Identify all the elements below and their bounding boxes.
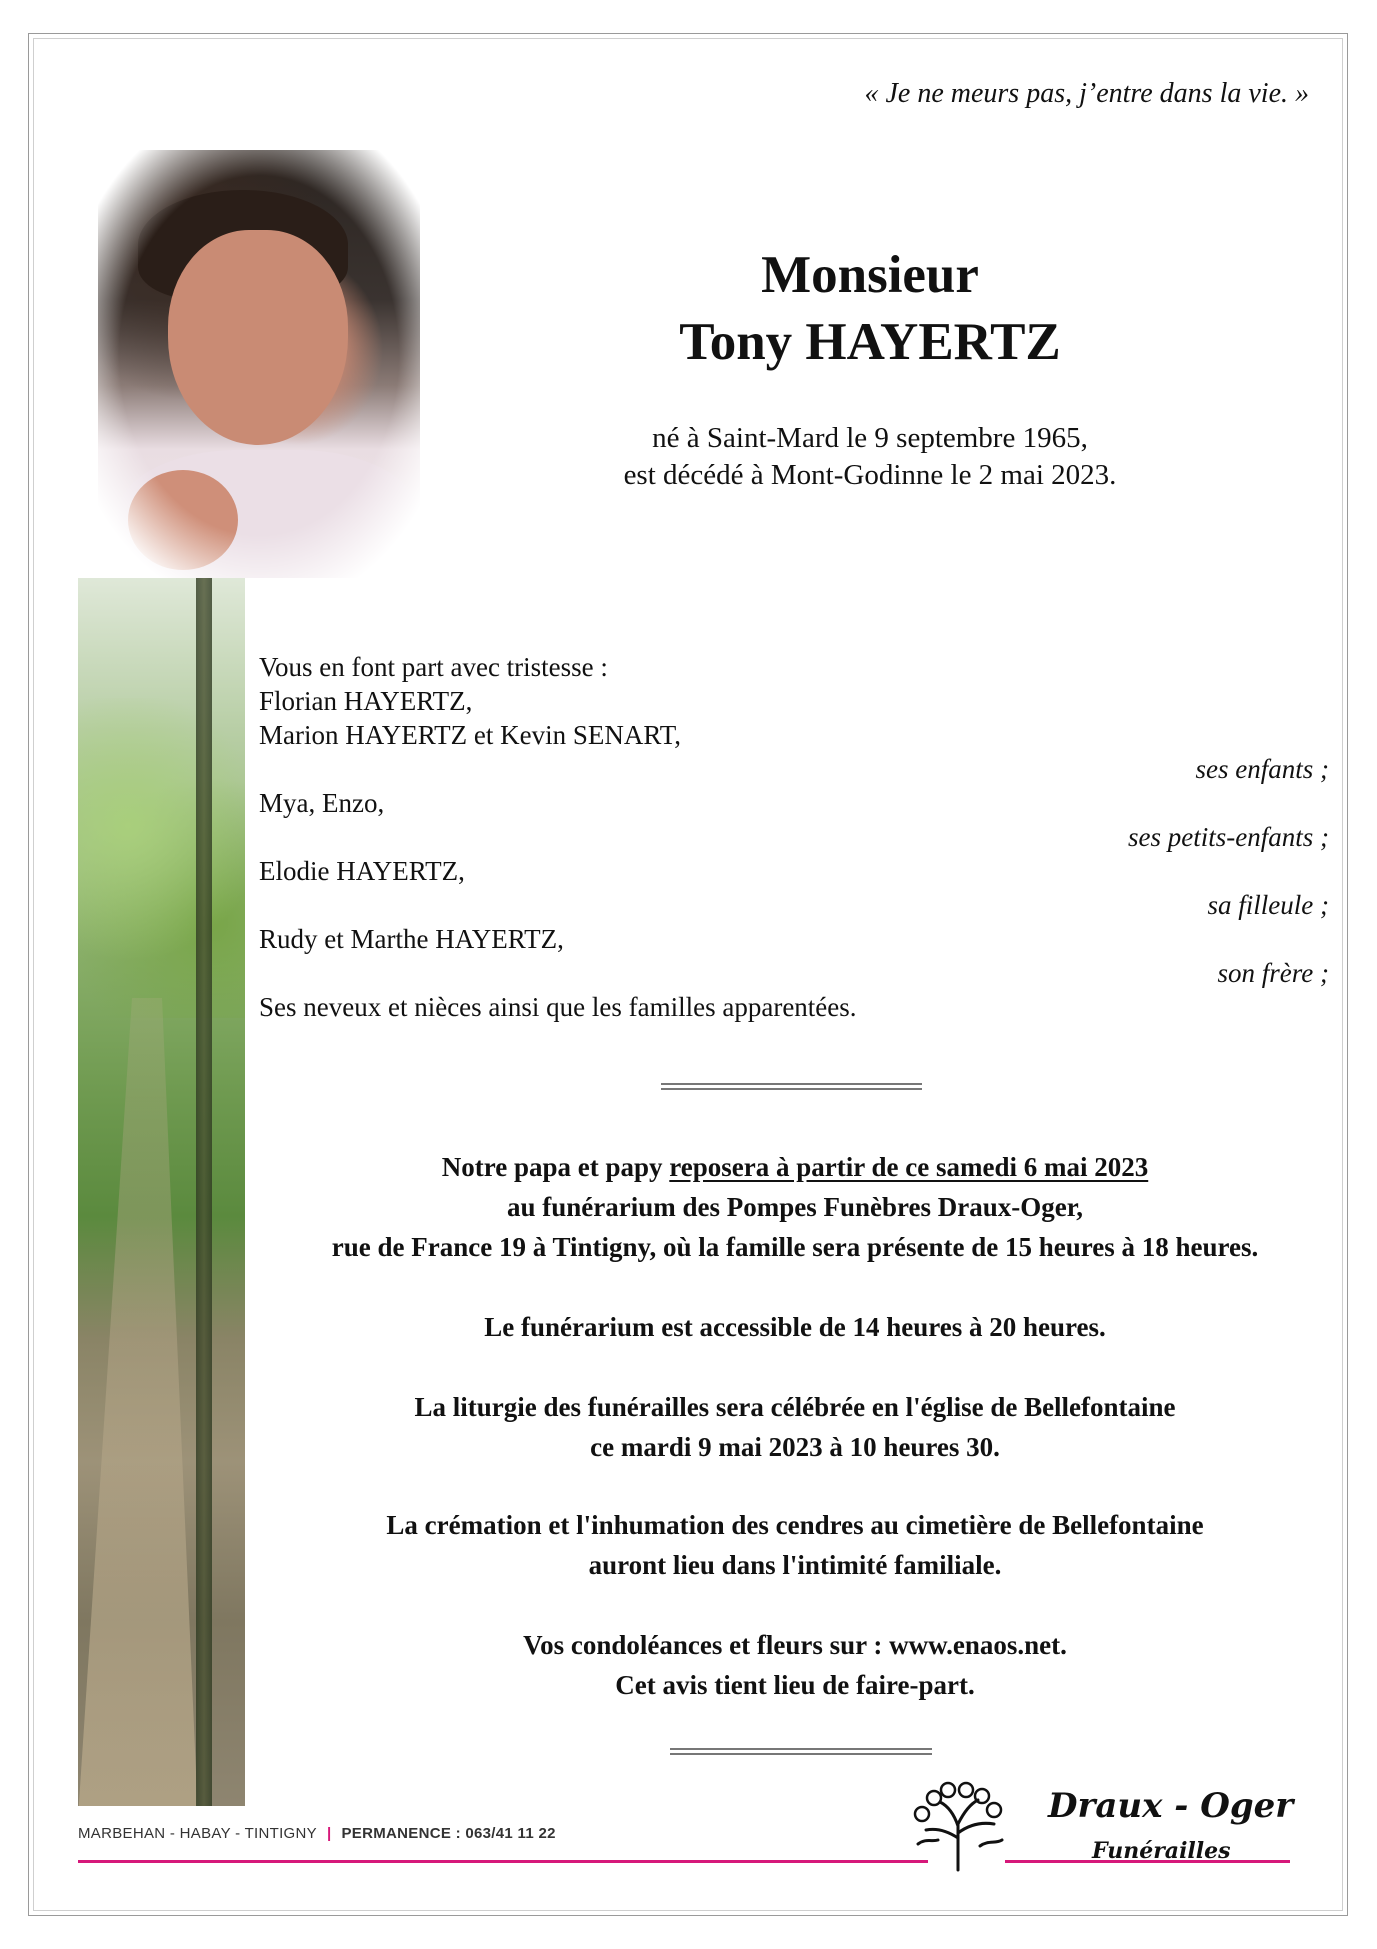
death-line: est décédé à Mont-Godinne le 2 mai 2023. [623, 459, 1117, 491]
family-relation: son frère ; [1217, 958, 1329, 988]
info-line: Vos condoléances et fleurs sur : www.enaos.net. [523, 1630, 1067, 1660]
portrait-photo [98, 150, 420, 578]
family-relation: ses enfants ; [1195, 754, 1329, 784]
family-closing: Ses neveux et nièces ainsi que les familles apparentées. [259, 992, 857, 1022]
divider [661, 1083, 922, 1090]
info-line: ce mardi 9 mai 2023 à 10 heures 30. [590, 1432, 1000, 1462]
info-line: La crémation et l'inhumation des cendres au cimetière de Bellefontaine [386, 1510, 1204, 1540]
footer-permanence: PERMANENCE : 063/41 11 22 [341, 1825, 556, 1842]
info-line: auront lieu dans l'intimité familiale. [588, 1550, 1002, 1580]
family-relation: ses petits-enfants ; [1128, 822, 1329, 852]
family-member: Elodie HAYERTZ, [259, 856, 465, 886]
family-intro: Vous en font part avec tristesse : [259, 652, 608, 682]
info-underlined: reposera à partir de ce samedi 6 mai 2023 [669, 1152, 1149, 1182]
epigraph-quote: « Je ne meurs pas, j’entre dans la vie. » [864, 78, 1309, 109]
family-member: Florian HAYERTZ, [259, 686, 473, 716]
tree-logo-icon [908, 1778, 1008, 1874]
family-relation: sa filleule ; [1207, 890, 1329, 920]
family-member: Rudy et Marthe HAYERTZ, [259, 924, 564, 954]
birth-line: né à Saint-Mard le 9 septembre 1965, [652, 422, 1088, 454]
brand-name: Draux - Oger [1048, 1786, 1294, 1826]
footer-separator: | [326, 1825, 332, 1842]
footer-locations: MARBEHAN - HABAY - TINTIGNY [78, 1825, 317, 1842]
divider [670, 1748, 932, 1755]
footer-contact [78, 1825, 556, 1842]
family-member: Mya, Enzo, [259, 788, 385, 818]
info-line: au funérarium des Pompes Funèbres Draux-Oger, [507, 1192, 1083, 1222]
info-line: Notre papa et papy reposera à partir de ce samedi 6 mai 2023 [441, 1152, 1149, 1182]
info-line: Cet avis tient lieu de faire-part. [615, 1670, 975, 1700]
deceased-name: Tony HAYERTZ [679, 313, 1061, 371]
family-member: Marion HAYERTZ et Kevin SENART, [259, 720, 681, 750]
footer-accent-line [78, 1860, 928, 1863]
forest-path-image [78, 578, 245, 1806]
info-line: rue de France 19 à Tintigny, où la famille sera présente de 15 heures à 18 heures. [331, 1232, 1259, 1262]
brand-subtitle: Funérailles [1092, 1838, 1231, 1864]
info-line: Le funérarium est accessible de 14 heures à 20 heures. [484, 1312, 1106, 1342]
deceased-title: Monsieur [761, 246, 979, 304]
info-line: La liturgie des funérailles sera célébrée en l'église de Bellefontaine [414, 1392, 1176, 1422]
